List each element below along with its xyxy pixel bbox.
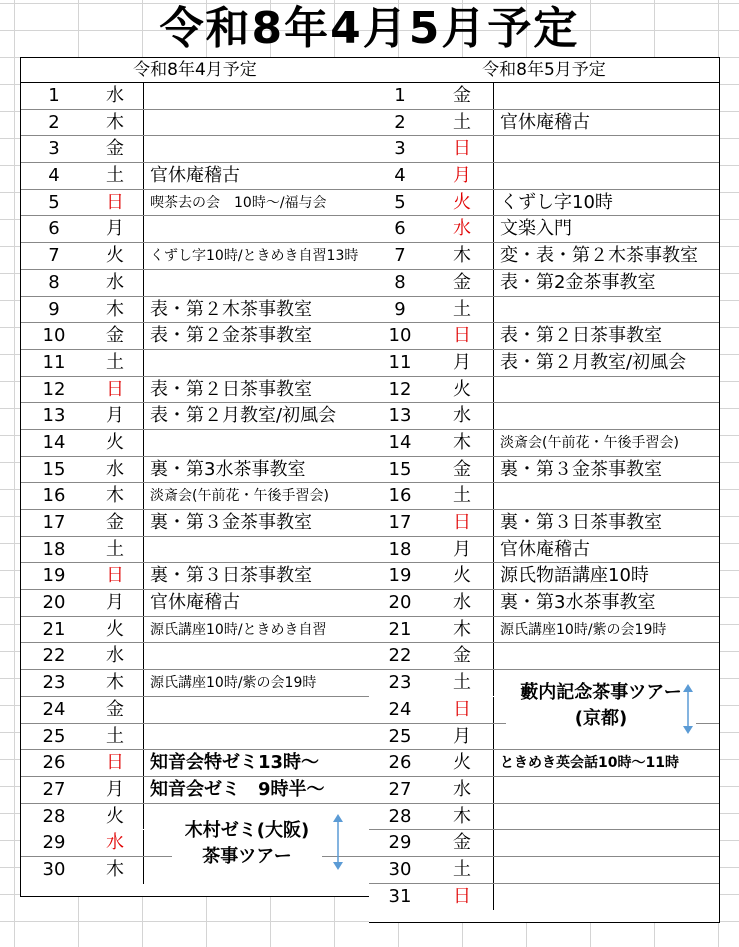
- weekday: 日: [453, 698, 471, 720]
- weekday: 日: [453, 138, 471, 160]
- event-text: [493, 777, 719, 803]
- weekday: 火: [453, 752, 471, 774]
- event-text: 表・第２月教室/初風会: [143, 403, 369, 429]
- table-row: [369, 643, 719, 670]
- event-text: くずし字10時: [493, 190, 719, 216]
- day-number: 5: [48, 191, 60, 213]
- weekday: 火: [106, 805, 124, 827]
- table-row: [21, 617, 369, 644]
- day-number: 16: [388, 485, 412, 507]
- may-rows: [369, 83, 719, 910]
- day-number: 23: [42, 672, 66, 694]
- event-text: 官休庵稽古: [493, 537, 719, 563]
- table-row: [369, 563, 719, 590]
- table-row: [369, 377, 719, 404]
- weekday: 月: [453, 351, 471, 373]
- weekday: 月: [453, 725, 471, 747]
- weekday: 水: [106, 832, 124, 854]
- weekday: 火: [453, 191, 471, 213]
- may-header: 令和8年5月予定: [369, 58, 719, 83]
- table-row: [21, 403, 369, 430]
- table-row: [21, 323, 369, 350]
- day-number: 24: [42, 698, 66, 720]
- weekday: 日: [106, 752, 124, 774]
- event-text: 源氏講座10時/紫の会19時: [143, 670, 369, 696]
- table-row: [369, 830, 719, 857]
- weekday: 金: [106, 512, 124, 533]
- table-row: [21, 216, 369, 243]
- day-number: 12: [42, 378, 66, 400]
- day-number: 21: [388, 618, 412, 640]
- day-number: 18: [388, 538, 412, 560]
- day-number: 3: [48, 138, 60, 160]
- table-row: [369, 297, 719, 324]
- table-row: [369, 750, 719, 777]
- event-text: 官休庵稽古: [143, 590, 369, 616]
- weekday: 水: [453, 218, 471, 240]
- day-number: 27: [42, 778, 66, 800]
- table-row: [369, 884, 719, 911]
- weekday: 月: [106, 218, 124, 240]
- weekday: 土: [453, 111, 471, 133]
- event-text: ときめき英会話10時〜11時: [493, 750, 719, 776]
- day-number: 10: [42, 325, 66, 347]
- may-tour-note-line2: (京都): [574, 708, 628, 729]
- weekday: 土: [106, 165, 124, 187]
- weekday: 木: [106, 672, 124, 694]
- table-row: [369, 483, 719, 510]
- event-text: 源氏物語講座10時: [493, 563, 719, 589]
- event-text: 変・表・第２木茶事教室: [493, 243, 719, 269]
- weekday: 日: [106, 191, 124, 213]
- weekday: 水: [106, 85, 124, 106]
- table-row: [21, 643, 369, 670]
- table-row: [21, 350, 369, 377]
- weekday: 金: [106, 698, 124, 720]
- day-number: 9: [394, 298, 406, 320]
- april-rows: [21, 83, 369, 884]
- event-text: 淡斎会(午前花・午後手習会): [143, 483, 369, 509]
- table-row: [369, 323, 719, 350]
- event-text: 知音会特ゼミ13時〜: [143, 750, 369, 776]
- table-row: [21, 270, 369, 297]
- event-text: [493, 136, 719, 162]
- day-number: 1: [48, 85, 60, 106]
- weekday: 日: [106, 565, 124, 587]
- day-number: 14: [42, 431, 66, 453]
- day-number: 8: [394, 271, 406, 293]
- day-number: 7: [394, 245, 406, 267]
- day-number: 6: [394, 218, 406, 240]
- weekday: 月: [106, 592, 124, 614]
- event-text: [493, 884, 719, 911]
- table-row: [21, 777, 369, 804]
- event-text: 裏・第3水茶事教室: [493, 590, 719, 616]
- day-number: 2: [394, 111, 406, 133]
- table-row: [369, 216, 719, 243]
- weekday: 土: [453, 672, 471, 694]
- day-number: 31: [388, 885, 412, 907]
- day-number: 13: [388, 405, 412, 427]
- event-text: 喫茶去の会 10時〜/福与会: [143, 190, 369, 216]
- weekday: 木: [453, 431, 471, 453]
- day-number: 19: [388, 565, 412, 587]
- table-row: [369, 190, 719, 217]
- weekday: 木: [453, 245, 471, 267]
- day-number: 29: [42, 832, 66, 854]
- page-title: 令和8年4月5月予定: [159, 3, 580, 54]
- weekday: 土: [453, 485, 471, 507]
- weekday: 火: [106, 245, 124, 267]
- event-text: [493, 643, 719, 669]
- day-number: 24: [388, 698, 412, 720]
- table-row: [369, 510, 719, 537]
- april-double-arrow-icon: [331, 814, 345, 870]
- weekday: 火: [106, 618, 124, 640]
- table-row: [21, 483, 369, 510]
- day-number: 15: [42, 458, 66, 480]
- table-row: [21, 697, 369, 724]
- april-tour-note-line1: 木村ゼミ(大阪): [184, 820, 310, 841]
- day-number: 15: [388, 458, 412, 480]
- may-tour-note-line1: 藪内記念茶事ツアー: [520, 682, 682, 703]
- table-row: [369, 350, 719, 377]
- day-number: 20: [42, 592, 66, 614]
- event-text: [143, 350, 369, 376]
- day-number: 26: [42, 752, 66, 774]
- weekday: 水: [106, 645, 124, 667]
- day-number: 11: [42, 351, 66, 373]
- event-text: 表・第２日茶事教室: [493, 323, 719, 349]
- table-row: [369, 457, 719, 484]
- table-row: [21, 590, 369, 617]
- april-tour-note-line2: 茶事ツアー: [202, 846, 292, 867]
- day-number: 14: [388, 431, 412, 453]
- day-number: 22: [388, 645, 412, 667]
- weekday: 火: [453, 378, 471, 400]
- event-text: 官休庵稽古: [493, 110, 719, 136]
- event-text: 裏・第３日茶事教室: [493, 510, 719, 536]
- event-text: [143, 537, 369, 563]
- weekday: 火: [453, 565, 471, 587]
- event-text: 表・第2金茶事教室: [493, 270, 719, 296]
- day-number: 4: [394, 165, 406, 187]
- event-text: 表・第２月教室/初風会: [493, 350, 719, 376]
- april-tour-note: [172, 818, 322, 870]
- day-number: 23: [388, 672, 412, 694]
- weekday: 金: [106, 138, 124, 160]
- day-number: 12: [388, 378, 412, 400]
- event-text: [143, 110, 369, 136]
- day-number: 22: [42, 645, 66, 667]
- day-number: 30: [388, 858, 412, 880]
- day-number: 18: [42, 538, 66, 560]
- day-number: 30: [42, 858, 66, 880]
- event-text: [143, 643, 369, 669]
- weekday: 水: [106, 458, 124, 480]
- day-number: 25: [42, 725, 66, 747]
- weekday: 木: [106, 858, 124, 880]
- table-row: [369, 163, 719, 190]
- event-text: 裏・第３金茶事教室: [143, 510, 369, 536]
- table-row: [21, 83, 369, 110]
- day-number: 27: [388, 778, 412, 800]
- table-row: [369, 83, 719, 110]
- weekday: 木: [106, 298, 124, 320]
- april-header: 令和8年4月予定: [21, 58, 369, 83]
- event-text: 表・第２木茶事教室: [143, 297, 369, 323]
- event-text: [143, 83, 369, 109]
- may-table: [369, 57, 720, 923]
- event-text: [143, 430, 369, 456]
- day-number: 28: [42, 805, 66, 827]
- weekday: 土: [106, 538, 124, 560]
- table-row: [21, 510, 369, 537]
- event-text: [493, 377, 719, 403]
- event-text: 裏・第３日茶事教室: [143, 563, 369, 589]
- weekday: 日: [453, 512, 471, 533]
- table-row: [369, 857, 719, 884]
- weekday: 水: [453, 592, 471, 614]
- weekday: 水: [453, 405, 471, 427]
- day-number: 1: [394, 85, 406, 106]
- day-number: 5: [394, 191, 406, 213]
- table-row: [369, 110, 719, 137]
- day-number: 19: [42, 565, 66, 587]
- table-row: [369, 403, 719, 430]
- april-table: [20, 57, 370, 897]
- weekday: 木: [453, 805, 471, 827]
- day-number: 3: [394, 138, 406, 160]
- table-row: [369, 804, 719, 831]
- weekday: 日: [106, 378, 124, 400]
- event-text: [493, 83, 719, 109]
- table-row: [369, 537, 719, 564]
- weekday: 水: [453, 778, 471, 800]
- event-text: [143, 136, 369, 162]
- day-number: 20: [388, 592, 412, 614]
- day-number: 13: [42, 405, 66, 427]
- may-double-arrow-icon: [681, 684, 695, 734]
- weekday: 土: [106, 725, 124, 747]
- day-number: 8: [48, 271, 60, 293]
- day-number: 28: [388, 805, 412, 827]
- table-row: [21, 537, 369, 564]
- day-number: 29: [388, 832, 412, 854]
- event-text: 源氏講座10時/ときめき自習: [143, 617, 369, 643]
- day-number: 9: [48, 298, 60, 320]
- table-row: [369, 617, 719, 644]
- event-text: [493, 297, 719, 323]
- weekday: 金: [453, 85, 471, 106]
- event-text: 裏・第3水茶事教室: [143, 457, 369, 483]
- weekday: 火: [106, 431, 124, 453]
- day-number: 17: [42, 512, 66, 533]
- weekday: 月: [453, 165, 471, 187]
- day-number: 26: [388, 752, 412, 774]
- table-row: [369, 136, 719, 163]
- day-number: 11: [388, 351, 412, 373]
- weekday: 木: [106, 485, 124, 507]
- day-number: 2: [48, 111, 60, 133]
- table-row: [21, 297, 369, 324]
- day-number: 6: [48, 218, 60, 240]
- weekday: 金: [453, 832, 471, 854]
- weekday: 月: [106, 405, 124, 427]
- weekday: 月: [106, 778, 124, 800]
- table-row: [21, 377, 369, 404]
- event-text: 文楽入門: [493, 216, 719, 242]
- table-row: [369, 777, 719, 804]
- event-text: [143, 270, 369, 296]
- table-row: [21, 563, 369, 590]
- day-number: 4: [48, 165, 60, 187]
- weekday: 土: [453, 298, 471, 320]
- weekday: 日: [453, 885, 471, 907]
- weekday: 金: [453, 645, 471, 667]
- event-text: [493, 830, 719, 856]
- table-row: [21, 750, 369, 777]
- event-text: くずし字10時/ときめき自習13時: [143, 243, 369, 269]
- weekday: 土: [453, 858, 471, 880]
- event-text: 官休庵稽古: [143, 163, 369, 189]
- table-row: [21, 724, 369, 751]
- day-number: 25: [388, 725, 412, 747]
- weekday: 月: [453, 538, 471, 560]
- table-row: [21, 163, 369, 190]
- event-text: 表・第２金茶事教室: [143, 323, 369, 349]
- event-text: [493, 804, 719, 830]
- event-text: 表・第２日茶事教室: [143, 377, 369, 403]
- table-row: [21, 457, 369, 484]
- weekday: 金: [453, 271, 471, 293]
- table-row: [21, 190, 369, 217]
- weekday: 金: [106, 325, 124, 347]
- day-number: 17: [388, 512, 412, 533]
- event-text: 源氏講座10時/紫の会19時: [493, 617, 719, 643]
- weekday: 金: [453, 458, 471, 480]
- event-text: [493, 163, 719, 189]
- table-row: [369, 243, 719, 270]
- may-tour-note: [506, 680, 696, 732]
- event-text: [493, 857, 719, 883]
- event-text: [493, 403, 719, 429]
- event-text: [143, 216, 369, 242]
- event-text: 裏・第３金茶事教室: [493, 457, 719, 483]
- event-text: 淡斎会(午前花・午後手習会): [493, 430, 719, 456]
- table-row: [369, 590, 719, 617]
- day-number: 21: [42, 618, 66, 640]
- weekday: 水: [106, 271, 124, 293]
- table-row: [21, 430, 369, 457]
- table-row: [21, 670, 369, 697]
- table-row: [21, 243, 369, 270]
- table-row: [21, 110, 369, 137]
- day-number: 7: [48, 245, 60, 267]
- table-row: [369, 430, 719, 457]
- weekday: 日: [453, 325, 471, 347]
- table-row: [21, 136, 369, 163]
- weekday: 木: [453, 618, 471, 640]
- weekday: 土: [106, 351, 124, 373]
- table-row: [369, 270, 719, 297]
- event-text: [143, 724, 369, 750]
- event-text: [143, 697, 369, 723]
- day-number: 16: [42, 485, 66, 507]
- event-text: [493, 483, 719, 509]
- weekday: 木: [106, 111, 124, 133]
- day-number: 10: [388, 325, 412, 347]
- event-text: 知音会ゼミ 9時半〜: [143, 777, 369, 803]
